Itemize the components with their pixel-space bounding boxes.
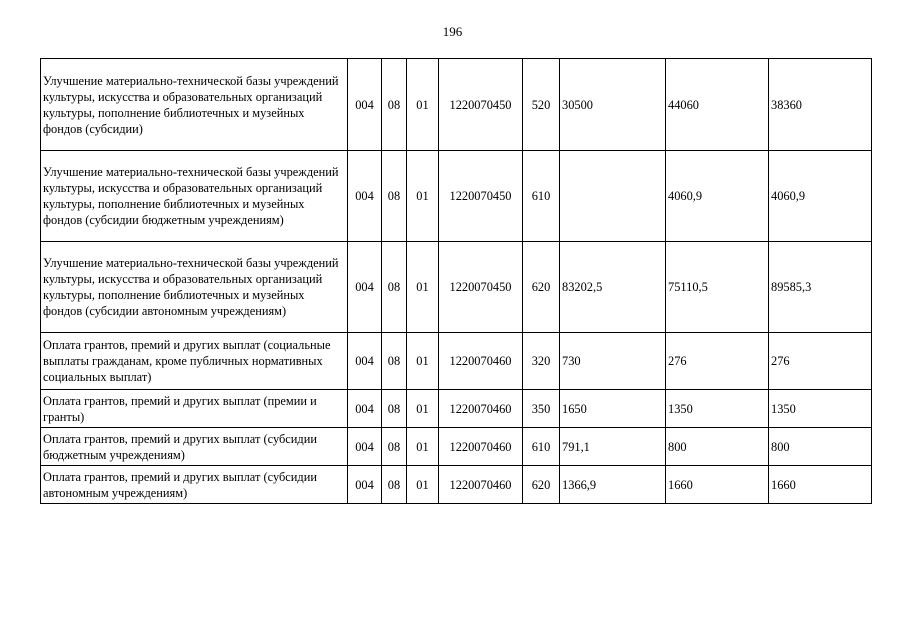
- page-number: 196: [442, 24, 463, 39]
- target-article-code: 1220070450: [439, 151, 523, 242]
- expense-type-code: 520: [523, 59, 560, 151]
- amount-year-3: 276: [769, 333, 872, 390]
- table-row: [41, 333, 872, 390]
- expense-type-code: 620: [523, 242, 560, 333]
- row-description: Оплата грантов, премий и других выплат (социальные выплаты гражданам, кроме публичных нормативных социальных выплат): [41, 333, 348, 390]
- section-code: 08: [382, 428, 407, 466]
- table-row: [41, 428, 872, 466]
- amount-year-1: 730: [560, 333, 666, 390]
- table-row: [41, 59, 872, 151]
- amount-year-3: 1660: [769, 466, 872, 504]
- target-article-code: 1220070450: [439, 59, 523, 151]
- amount-year-3: 89585,3: [769, 242, 872, 333]
- amount-year-1: 83202,5: [560, 242, 666, 333]
- amount-year-2: 1660: [666, 466, 769, 504]
- row-description: Улучшение материально-технической базы учреждений культуры, искусства и образовательных организаций культуры, пополнение библиотечных и музейных фондов (субсидии): [41, 59, 348, 151]
- target-article-code: 1220070460: [439, 466, 523, 504]
- section-code: 08: [382, 151, 407, 242]
- row-description: Оплата грантов, премий и других выплат (субсидии автономным учреждениям): [41, 466, 348, 504]
- target-article-code: 1220070460: [439, 428, 523, 466]
- row-description: Оплата грантов, премий и других выплат (субсидии бюджетным учреждениям): [41, 428, 348, 466]
- amount-year-3: 4060,9: [769, 151, 872, 242]
- section-code: 08: [382, 333, 407, 390]
- expense-type-code: 350: [523, 390, 560, 428]
- amount-year-1: 30500: [560, 59, 666, 151]
- expense-type-code: 610: [523, 151, 560, 242]
- subsection-code: 01: [407, 151, 439, 242]
- table-row: [41, 151, 872, 242]
- amount-year-3: 38360: [769, 59, 872, 151]
- ministry-code: 004: [348, 242, 382, 333]
- ministry-code: 004: [348, 151, 382, 242]
- section-code: 08: [382, 390, 407, 428]
- table-body: [41, 59, 872, 504]
- amount-year-1: 1650: [560, 390, 666, 428]
- table-row: [41, 242, 872, 333]
- amount-year-1: [560, 151, 666, 242]
- subsection-code: 01: [407, 242, 439, 333]
- expense-type-code: 320: [523, 333, 560, 390]
- amount-year-2: 800: [666, 428, 769, 466]
- target-article-code: 1220070460: [439, 333, 523, 390]
- amount-year-2: 75110,5: [666, 242, 769, 333]
- section-code: 08: [382, 242, 407, 333]
- ministry-code: 004: [348, 333, 382, 390]
- expense-type-code: 620: [523, 466, 560, 504]
- section-code: 08: [382, 59, 407, 151]
- ministry-code: 004: [348, 59, 382, 151]
- section-code: 08: [382, 466, 407, 504]
- expense-type-code: 610: [523, 428, 560, 466]
- ministry-code: 004: [348, 466, 382, 504]
- budget-table: [40, 58, 872, 504]
- subsection-code: 01: [407, 59, 439, 151]
- target-article-code: 1220070450: [439, 242, 523, 333]
- amount-year-3: 800: [769, 428, 872, 466]
- table-row: [41, 466, 872, 504]
- ministry-code: 004: [348, 428, 382, 466]
- amount-year-1: 1366,9: [560, 466, 666, 504]
- amount-year-2: 44060: [666, 59, 769, 151]
- subsection-code: 01: [407, 428, 439, 466]
- amount-year-2: 276: [666, 333, 769, 390]
- amount-year-3: 1350: [769, 390, 872, 428]
- subsection-code: 01: [407, 333, 439, 390]
- amount-year-2: 1350: [666, 390, 769, 428]
- table-row: [41, 390, 872, 428]
- subsection-code: 01: [407, 466, 439, 504]
- target-article-code: 1220070460: [439, 390, 523, 428]
- ministry-code: 004: [348, 390, 382, 428]
- row-description: Улучшение материально-технической базы учреждений культуры, искусства и образовательных организаций культуры, пополнение библиотечных и музейных фондов (субсидии автономным учреждениям): [41, 242, 348, 333]
- subsection-code: 01: [407, 390, 439, 428]
- row-description: Улучшение материально-технической базы учреждений культуры, искусства и образовательных организаций культуры, пополнение библиотечных и музейных фондов (субсидии бюджетным учреждениям): [41, 151, 348, 242]
- amount-year-1: 791,1: [560, 428, 666, 466]
- row-description: Оплата грантов, премий и других выплат (премии и гранты): [41, 390, 348, 428]
- amount-year-2: 4060,9: [666, 151, 769, 242]
